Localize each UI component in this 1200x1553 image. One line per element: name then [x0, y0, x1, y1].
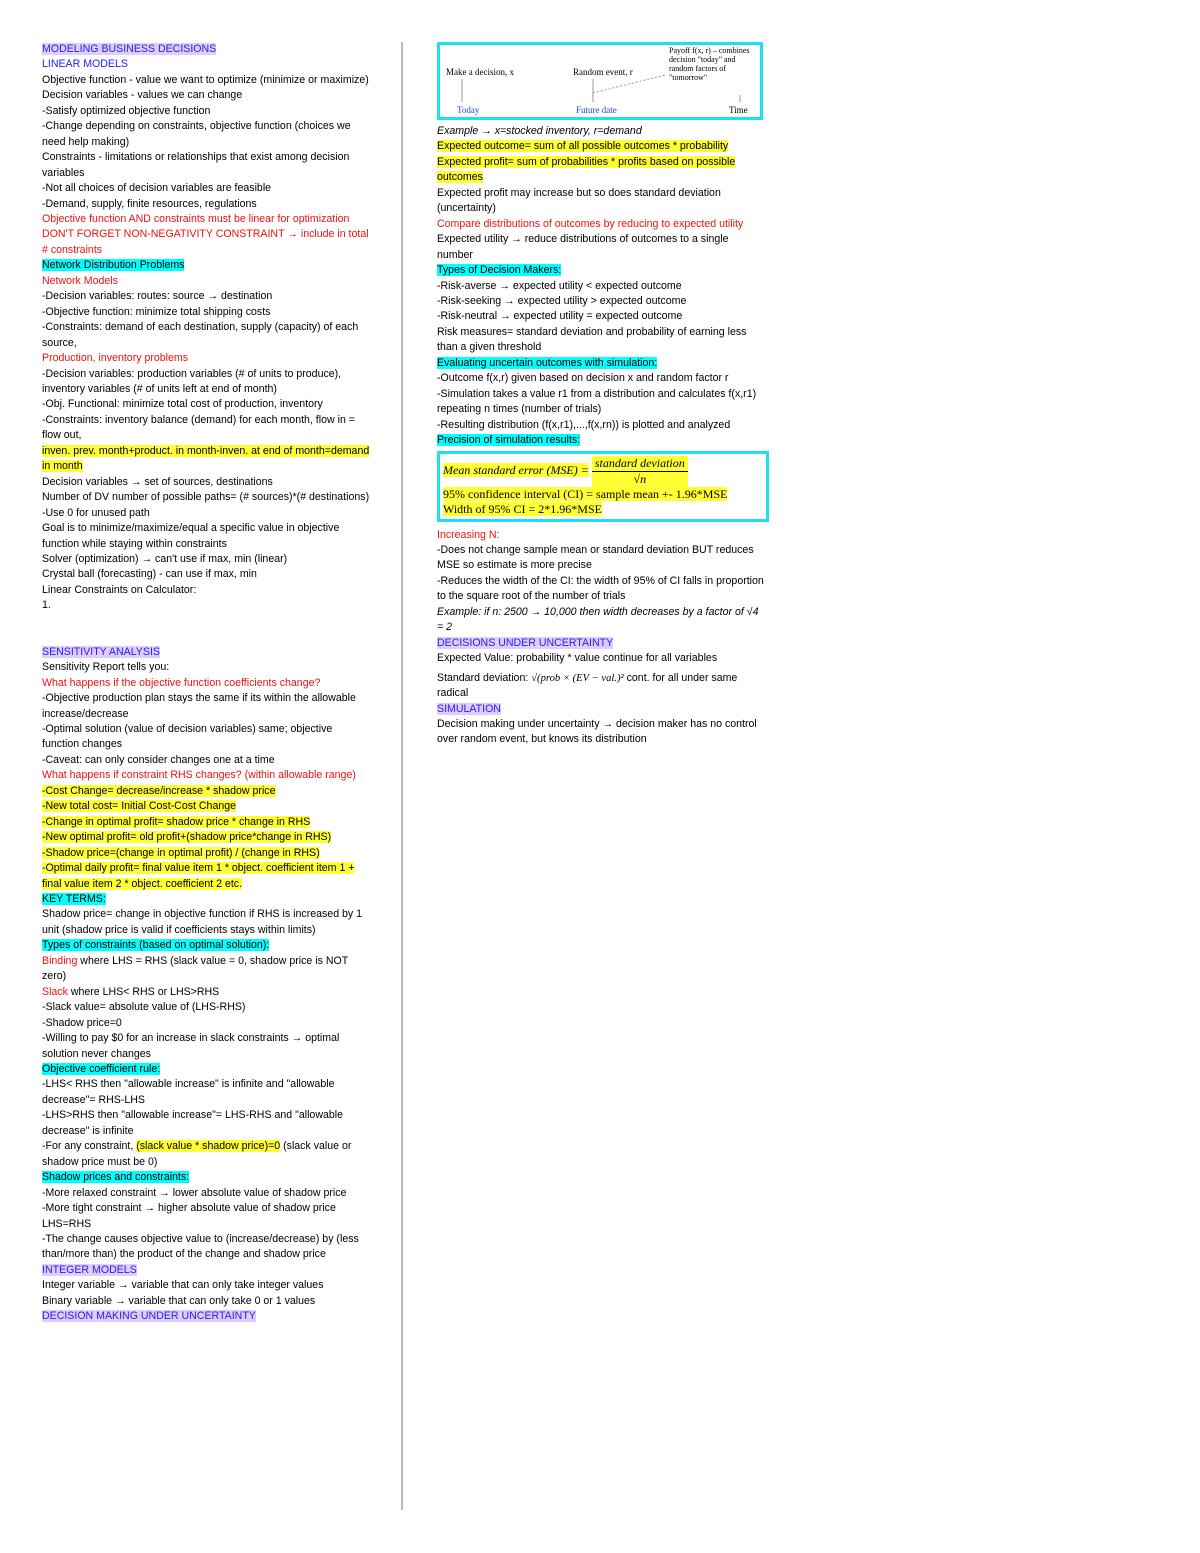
text-line: -Optimal solution (value of decision variables) same; objective function changes: [42, 723, 333, 751]
text-line: -Constraints: inventory balance (demand) for each month, flow in = flow out,: [42, 413, 355, 442]
diagram-label-payoff: Payoff f(x, r) – combines decision "today" and random factors of "tomorrow": [669, 46, 750, 82]
heading-sensitivity-analysis: SENSITIVITY ANALYSIS: [42, 645, 160, 658]
text-line: Expected utility → reduce distributions of outcomes to a single number: [437, 233, 729, 261]
text-line: -Demand, supply, finite resources, regulations: [42, 197, 257, 210]
text-line: -Constraints: demand of each destination, supply (capacity) of each source,: [42, 321, 359, 349]
column-divider: [401, 42, 403, 1510]
text-line: Integer variable → variable that can only take integer values: [42, 1279, 324, 1292]
heading-modeling-business-decisions: MODELING BUSINESS DECISIONS: [42, 43, 217, 55]
text-line: -LHS>RHS then "allowable increase"= LHS-RHS and "allowable decrease" is infinite: [42, 1109, 343, 1137]
highlight-expected-profit: Expected profit= sum of probabilities * profits based on possible outcomes: [437, 155, 736, 184]
diagram-label-make-decision: Make a decision, x: [446, 67, 514, 77]
text-line: Number of DV number of possible paths= (# sources)*(# destinations): [42, 491, 370, 504]
text-line: 1.: [42, 599, 51, 612]
highlight-shadow-price-formula: -Shadow price=(change in optimal profit) / (change in RHS): [42, 846, 320, 859]
example-sample-size: Example: if n: 2500 → 10,000 then width decreases by a factor of √4 = 2: [437, 605, 759, 634]
heading-types-of-constraints: Types of constraints (based on optimal solution):: [42, 939, 270, 952]
text-line: Linear Constraints on Calculator:: [42, 583, 197, 596]
heading-simulation: SIMULATION: [437, 702, 501, 715]
objective-function-definition: Objective function - value we want to optimize (minimize or maximize): [42, 73, 369, 86]
diagram-label-random-event: Random event, r: [573, 67, 633, 77]
red-question-rhs: What happens if constraint RHS changes? (within allowable range): [42, 769, 356, 782]
text-line: -Decision variables: production variables (# of units to produce), inventory variables (# of units left at end of month): [42, 367, 342, 395]
text-line: -Reduces the width of the CI: the width of 95% of CI falls in proportion to the square root of the number of trials: [437, 574, 764, 603]
text-line: Binary variable → variable that can only take 0 or 1 values: [42, 1294, 316, 1307]
text-line: -Risk-averse → expected utility < expected outcome: [437, 279, 682, 292]
payoff-arrow: [593, 75, 665, 93]
highlight-inventory-balance: inven. prev. month+product. in month-inven. at end of month=demand in month: [42, 444, 370, 473]
right-column: [437, 42, 767, 748]
text-line: Solver (optimization) → can't use if max, min (linear): [42, 552, 288, 565]
text-line: -Outcome f(x,r) given based on decision x and random factor r: [437, 372, 729, 385]
heading-evaluating-simulation: Evaluating uncertain outcomes with simulation:: [437, 356, 658, 369]
text-line: -Obj. Functional: minimize total cost of production, inventory: [42, 398, 323, 411]
highlight-cost-change: -Cost Change= decrease/increase * shadow price: [42, 784, 276, 797]
text-line: Sensitivity Report tells you:: [42, 661, 170, 674]
decision-variables-definition: Decision variables - values we can change: [42, 89, 243, 102]
red-note-compare: Compare distributions of outcomes by reducing to expected utility: [437, 217, 744, 230]
text-line: -Does not change sample mean or standard deviation BUT reduces MSE so estimate is more precise: [437, 543, 754, 572]
text-line: -Use 0 for unused path: [42, 506, 150, 519]
left-column: [42, 42, 370, 1325]
highlight-new-total-cost: -New total cost= Initial Cost-Cost Change: [42, 800, 237, 813]
binding-definition: Binding where LHS = RHS (slack value = 0, shadow price is NOT zero): [42, 954, 348, 983]
example-line: Example → x=stocked inventory, r=demand: [437, 125, 642, 137]
mse-formula: Mean standard error (MSE) = $\frac{\text{standard deviation}}{√n}$: [443, 456, 763, 487]
text-line: Shadow price= change in objective function if RHS is increased by 1 unit (shadow price is valid if coefficients stays within limits): [42, 908, 363, 936]
text-line: -Decision variables: routes: source → destination: [42, 290, 273, 303]
highlight-optimal-daily-profit: -Optimal daily profit= final value item 1 * object. coefficient item 1 + final value item 2 * object. coefficient 2 etc.: [42, 862, 355, 890]
highlight-expected-outcome: Expected outcome= sum of all possible outcomes * probability: [437, 140, 729, 153]
text-line: -Change depending on constraints, objective function (choices we need help making): [42, 120, 351, 148]
text-line: -Willing to pay $0 for an increase in slack constraints → optimal solution never changes: [42, 1032, 340, 1060]
mse-formula-box: [437, 451, 769, 522]
diagram-label-future-date: Future date: [576, 105, 617, 115]
decision-timeline-diagram: [437, 42, 763, 120]
slack-definition: Slack where LHS< RHS or LHS>RHS: [42, 985, 220, 998]
heading-objective-coefficient-rule: Objective coefficient rule:: [42, 1063, 161, 1075]
text-line: -Satisfy optimized objective function: [42, 104, 211, 117]
heading-linear-models: LINEAR MODELS: [42, 58, 128, 71]
standard-deviation-line: Standard deviation: √(prob × (EV − val.)² cont. for all under same radical: [437, 671, 738, 700]
text-line: -More relaxed constraint → lower absolute value of shadow price: [42, 1186, 347, 1199]
red-note-linear: Objective function AND constraints must be linear for optimization: [42, 212, 350, 225]
diagram-label-time: Time: [729, 105, 748, 115]
text-line: -Slack value= absolute value of (LHS-RHS): [42, 1001, 246, 1014]
text-line: Risk measures= standard deviation and probability of earning less than a given threshold: [437, 325, 747, 354]
confidence-interval-line: 95% confidence interval (CI) = sample mean +- 1.96*MSE: [443, 486, 728, 501]
heading-integer-models: INTEGER MODELS: [42, 1263, 137, 1276]
text-line: Crystal ball (forecasting) - can use if max, min: [42, 568, 257, 581]
red-note-non-negativity: DON'T FORGET NON-NEGATIVITY CONSTRAINT → include in total # constraints: [42, 228, 369, 256]
red-question-objective: What happens if the objective function coefficients change?: [42, 676, 321, 689]
heading-types-decision-makers: Types of Decision Makers:: [437, 264, 562, 277]
text-line: -LHS< RHS then "allowable increase" is infinite and "allowable decrease"= RHS-LHS: [42, 1078, 335, 1106]
highlight-change-optimal-profit: -Change in optimal profit= shadow price * change in RHS: [42, 815, 311, 828]
text-line: -Resulting distribution (f(x,r1),...,f(x,rn)) is plotted and analyzed: [437, 418, 731, 431]
text-line: -Not all choices of decision variables are feasible: [42, 182, 272, 195]
heading-network-distribution: Network Distribution Problems: [42, 259, 185, 272]
text-line: -Objective function: minimize total shipping costs: [42, 305, 271, 318]
text-line: -The change causes objective value to (increase/decrease) by (less than/more than) the product of the change and shadow price: [42, 1232, 359, 1261]
complementary-slackness-line: -For any constraint, (slack value * shadow price)=0 (slack value or shadow price must be 0): [42, 1140, 352, 1168]
text-line: -More tight constraint → higher absolute value of shadow price LHS=RHS: [42, 1202, 336, 1230]
diagram-arrows: [440, 45, 760, 117]
text-line: -Simulation takes a value r1 from a distribution and calculates f(x,r1) repeating n times (number of trials): [437, 387, 757, 416]
highlight-new-optimal-profit: -New optimal profit= old profit+(shadow price*change in RHS): [42, 831, 332, 844]
subheading-increasing-n: Increasing N:: [437, 528, 500, 541]
text-line: -Risk-seeking → expected utility > expected outcome: [437, 294, 687, 307]
text-line: Decision making under uncertainty → decision maker has no control over random event, but knows its distribution: [437, 717, 757, 746]
heading-decisions-under-uncertainty: DECISIONS UNDER UNCERTAINTY: [437, 636, 614, 649]
text-line: Expected Value: probability * value continue for all variables: [437, 652, 718, 665]
ci-width-line: Width of 95% CI = 2*1.96*MSE: [443, 501, 602, 516]
subheading-production-inventory: Production, inventory problems: [42, 352, 189, 365]
text-line: -Shadow price=0: [42, 1016, 122, 1029]
heading-decision-making-under-uncertainty: DECISION MAKING UNDER UNCERTAINTY: [42, 1310, 256, 1323]
text-line: Decision variables → set of sources, destinations: [42, 475, 273, 488]
heading-precision: Precision of simulation results:: [437, 434, 581, 447]
subheading-network-models: Network Models: [42, 274, 118, 287]
heading-key-terms: KEY TERMS:: [42, 893, 106, 906]
text-line: -Caveat: can only consider changes one at a time: [42, 753, 275, 766]
text-line: -Risk-neutral → expected utility = expected outcome: [437, 310, 683, 323]
text-line: Goal is to minimize/maximize/equal a specific value in objective function while staying within constraints: [42, 522, 340, 550]
constraints-definition: Constraints - limitations or relationships that exist among decision variables: [42, 151, 350, 179]
text-line: Expected profit may increase but so does standard deviation (uncertainty): [437, 186, 721, 215]
heading-shadow-prices-constraints: Shadow prices and constraints:: [42, 1171, 190, 1184]
text-line: -Objective production plan stays the same if its within the allowable increase/decrease: [42, 692, 356, 720]
diagram-label-today: Today: [457, 105, 480, 115]
